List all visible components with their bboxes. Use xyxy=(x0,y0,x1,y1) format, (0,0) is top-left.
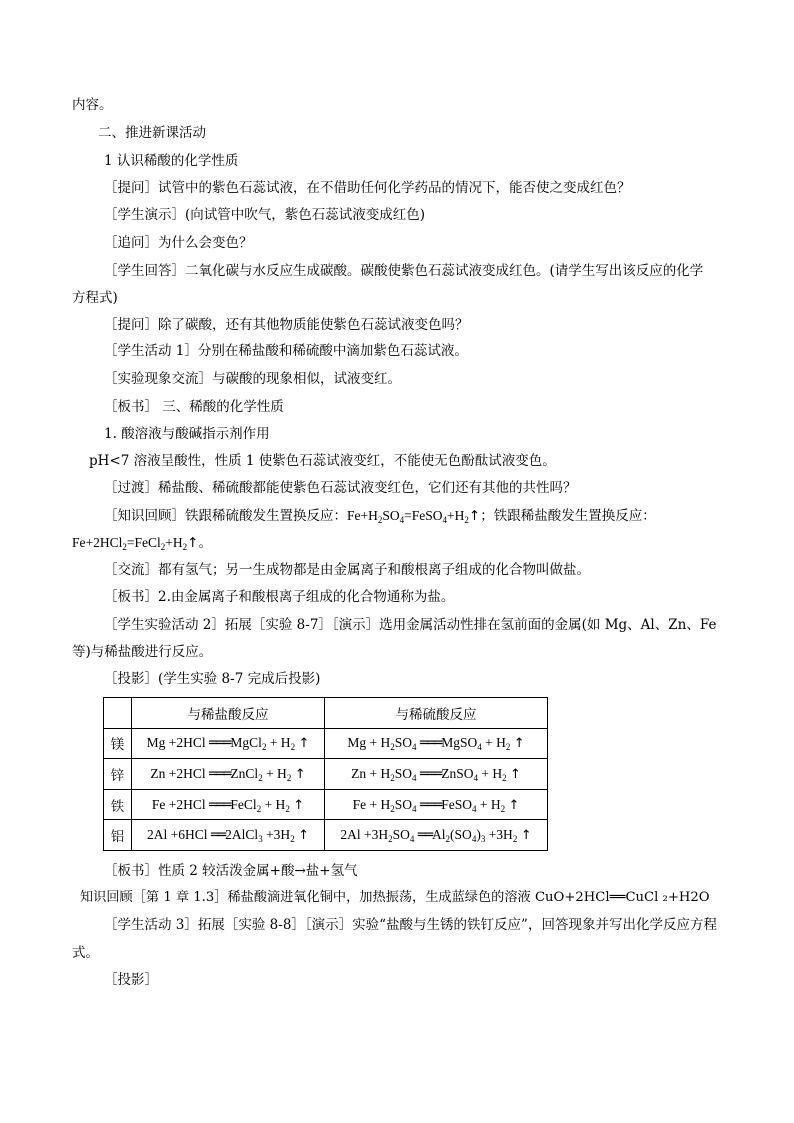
text-line: 内容。 xyxy=(72,97,113,113)
header-hcl: 与稀盐酸反应 xyxy=(132,698,325,729)
text-line: ［投影］(学生实验 8-7 完成后投影) xyxy=(104,671,321,687)
equation-fe-h2so4-table: $Fe + H_2SO_4$ ═══FeSO$_4$ + $H_2$ ↑ xyxy=(325,789,548,820)
table-corner-cell xyxy=(104,698,132,729)
text-line: 等)与稀盐酸进行反应。 xyxy=(72,644,213,660)
text-line xyxy=(104,507,656,525)
text-line: 知识回顾［第 1 章 1.3］稀盐酸滴进氧化铜中，加热振荡，生成蓝绿色的溶液 CuO+2HCl══CuCl ₂+H2O xyxy=(80,890,710,905)
text-line: 方程式) xyxy=(72,290,118,306)
metal-cell: 锌 xyxy=(104,759,132,790)
equation-zn-hcl: Zn +2HCl ═══ZnCl$_2$ + $H_2$ ↑ xyxy=(132,759,325,790)
table-header-row xyxy=(104,698,548,729)
equation-al-h2so4: $2Al +3H_2SO_4$ $══Al_2(SO_4)_3 +3H_2$ ↑ xyxy=(325,820,548,851)
table-row xyxy=(104,820,548,851)
text-line: pH<7 溶液呈酸性，性质 1 使紫色石蕊试液变红，不能使无色酚酞试液变色。 xyxy=(89,453,556,469)
equation-al-hcl: 2Al +6HCl ══2AlCl$_3$ $+3H_2$ ↑ xyxy=(132,820,325,851)
text-line: ［学生实验活动 2］拓展［实验 8-7］［演示］选用金属活动性排在氢前面的金属(如 Mg、Al、Zn、Fe xyxy=(104,617,717,633)
text-run: ；铁跟稀盐酸发生置换反应： xyxy=(480,508,656,524)
text-line: ［提问］除了碳酸，还有其他物质能使紫色石蕊试液变色吗？ xyxy=(104,317,469,333)
section-heading: 二、推进新课活动 xyxy=(98,125,206,141)
text-line: ［学生演示］(向试管中吹气，紫色石蕊试液变成红色) xyxy=(104,207,426,223)
subsection-heading: 1 认识稀酸的化学性质 xyxy=(104,153,239,169)
text-line: ［学生活动 3］拓展［实验 8-8］［演示］实验“盐酸与生锈的铁钉反应”，回答现象并写出化学反应方程 xyxy=(104,917,717,933)
text-line: 式。 xyxy=(72,945,99,961)
table-row xyxy=(104,789,548,820)
equation-fe-hcl: $Fe+2HCl_2=FeCl_2+H_2↑$。 xyxy=(72,535,212,552)
text-run: ［知识回顾］铁跟稀硫酸发生置换反应： xyxy=(104,508,347,524)
text-line: ［交流］都有氢气；另一生成物都是由金属离子和酸根离子组成的化合物叫做盐。 xyxy=(104,562,590,578)
header-h2so4: 与稀硫酸反应 xyxy=(325,698,548,729)
text-line: ［板书］2.由金属离子和酸根离子组成的化合物通称为盐。 xyxy=(104,589,455,605)
text-line: 1. 酸溶液与酸碱指示剂作用 xyxy=(104,426,270,442)
equation-fe-h2so4: $Fe+H_2SO_4=FeSO_4+H_2↑$ xyxy=(347,508,481,525)
equation-fe-hcl-table: Fe +2HCl ═══FeCl$_2$ + $H_2$ ↑ xyxy=(132,789,325,820)
metal-cell: 铁 xyxy=(104,789,132,820)
table-row xyxy=(104,728,548,759)
text-line: ［学生活动 1］分别在稀盐酸和稀硫酸中滴加紫色石蕊试液。 xyxy=(104,343,468,359)
metal-cell: 镁 xyxy=(104,728,132,759)
reaction-table xyxy=(103,697,548,851)
table-row xyxy=(104,759,548,790)
equation-zn-h2so4: $Zn + H_2SO_4$ ═══ZnSO$_4$ + $H_2$ ↑ xyxy=(325,759,548,790)
text-line: ［提问］试管中的紫色石蕊试液，在不借助任何化学药品的情况下，能否使之变成红色？ xyxy=(104,180,631,196)
text-line: ［板书］性质 2 较活泼金属+酸→盐+氢气 xyxy=(104,863,358,879)
text-line: ［学生回答］二氧化碳与水反应生成碳酸。碳酸使紫色石蕊试液变成红色。(请学生写出该反应的化学 xyxy=(104,263,704,279)
equation-mg-h2so4: $Mg + H_2SO_4$ ═══MgSO$_4$ + $H_2$ ↑ xyxy=(325,728,548,759)
text-line: ［投影］ xyxy=(104,972,158,988)
text-line: ［板书］ 三、稀酸的化学性质 xyxy=(104,399,284,415)
text-line: ［实验现象交流］与碳酸的现象相似，试液变红。 xyxy=(104,371,401,387)
text-line: ［追问］为什么会变色？ xyxy=(104,235,253,251)
text-line: ［过渡］稀盐酸、稀硫酸都能使紫色石蕊试液变红色，它们还有其他的共性吗？ xyxy=(104,480,577,496)
text-line xyxy=(72,534,212,552)
equation-mg-hcl: Mg +2HCl ═══MgCl$_2$ + $H_2$ ↑ xyxy=(132,728,325,759)
metal-cell: 铝 xyxy=(104,820,132,851)
